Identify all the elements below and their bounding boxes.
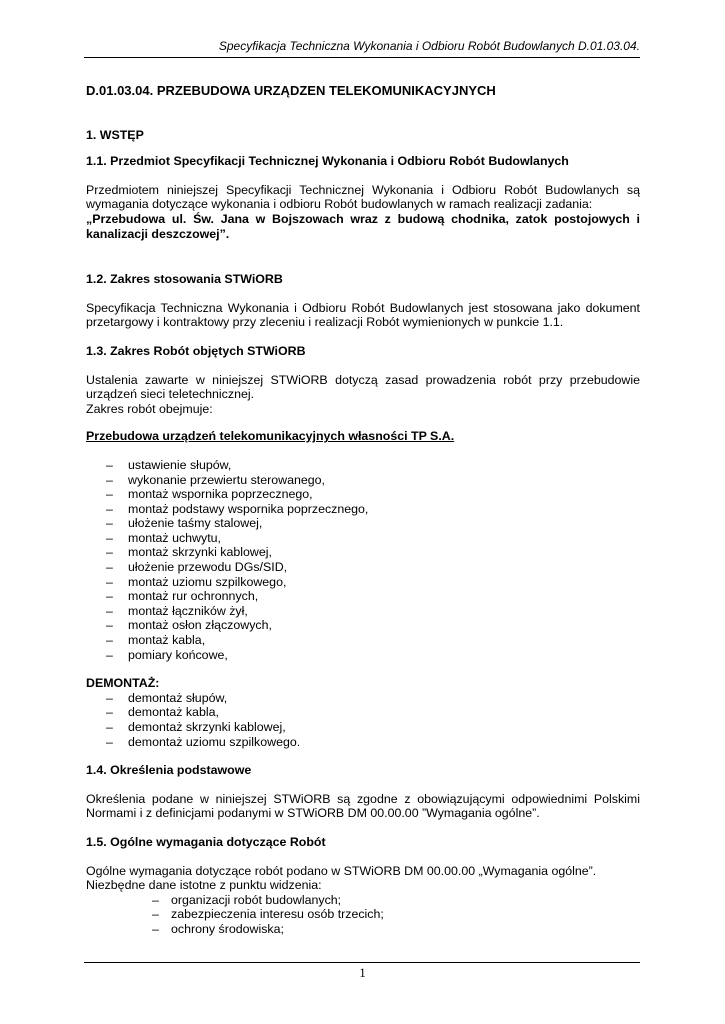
section-1-1-task-name: „Przebudowa ul. Św. Jana w Bojszowach wraz z budową chodnika, zatok postojowych i kanalizacji deszczowej”. — [86, 211, 640, 241]
list-item: – montaż uchwytu, — [86, 531, 640, 546]
demontaz-list — [86, 691, 640, 749]
list-item: – montaż podstawy wspornika poprzecznego, — [86, 502, 640, 517]
requirements-list — [86, 893, 640, 937]
list-item: – montaż wspornika poprzecznego, — [86, 487, 640, 502]
list-item: – montaż łączników żył, — [86, 604, 640, 619]
list-item: – demontaż uziomu szpilkowego. — [86, 735, 640, 750]
page-header: Specyfikacja Techniczna Wykonania i Odbioru Robót Budowlanych D.01.03.04. — [218, 39, 640, 53]
section-1-4-paragraph: Określenia podane w niniejszej STWiORB są zgodne z obowiązującymi odpowiednimi Polskimi Normami i z definicjami podanymi w STWiORB DM 00.00.00 ”Wymagania ogólne”. — [86, 791, 640, 821]
list-item: – ułożenie przewodu DGs/SID, — [86, 560, 640, 575]
section-1-3-heading: 1.3. Zakres Robót objętych STWiORB — [86, 343, 306, 358]
section-1-3-paragraph: Ustalenia zawarte w niniejszej STWiORB dotyczą zasad prowadzenia robót przy przebudowie urządzeń sieci teletechnicznej. — [86, 372, 640, 402]
list-item: – demontaż słupów, — [86, 691, 640, 706]
header-rule — [84, 57, 640, 58]
list-item: – ułożenie taśmy stalowej, — [86, 516, 640, 531]
list-item: – montaż kabla, — [86, 633, 640, 648]
section-1-1-paragraph: Przedmiotem niniejszej Specyfikacji Technicznej Wykonania i Odbioru Robót Budowlanych są wymagania dotyczące wykonania i odbioru Robót budowlanych w ramach realizacji zadania: — [86, 182, 640, 212]
section-1-2-paragraph: Specyfikacja Techniczna Wykonania i Odbioru Robót Budowlanych jest stosowana jako dokument przetargowy i kontraktowy przy zleceniu i realizacji Robót wymienionych w punkcie 1.1. — [86, 300, 640, 330]
list-item: – montaż uziomu szpilkowego, — [86, 575, 640, 590]
section-1-4-heading: 1.4. Określenia podstawowe — [86, 763, 252, 778]
list-item: – montaż rur ochronnych, — [86, 589, 640, 604]
section-1-5-paragraph: Ogólne wymagania dotyczące robót podano w STWiORB DM 00.00.00 „Wymagania ogólne”. — [86, 863, 597, 878]
section-1-heading: 1. WSTĘP — [86, 127, 144, 142]
footer-rule — [84, 962, 640, 963]
section-1-1-heading: 1.1. Przedmiot Specyfikacji Technicznej Wykonania i Odbioru Robót Budowlanych — [86, 154, 569, 169]
section-1-3-subheading: Przebudowa urządzeń telekomunikacyjnych własności TP S.A. — [86, 429, 455, 444]
list-item: – demontaż skrzynki kablowej, — [86, 720, 640, 735]
list-item: – organizacji robót budowlanych; — [86, 893, 640, 908]
list-item: – wykonanie przewiertu sterowanego, — [86, 473, 640, 488]
document-body — [86, 84, 640, 937]
section-1-5-heading: 1.5. Ogólne wymagania dotyczące Robót — [86, 834, 326, 849]
list-item: – montaż osłon złączowych, — [86, 618, 640, 633]
demontaz-heading: DEMONTAŻ: — [86, 676, 160, 691]
page-number: 1 — [359, 965, 366, 980]
scope-list — [86, 458, 640, 662]
list-item: – montaż skrzynki kablowej, — [86, 545, 640, 560]
list-item: – demontaż kabla, — [86, 705, 640, 720]
list-item: – ochrony środowiska; — [86, 922, 640, 937]
section-1-5-paragraph-2: Niezbędne dane istotne z punktu widzenia: — [86, 878, 322, 893]
list-item: – pomiary końcowe, — [86, 648, 640, 663]
list-item: – ustawienie słupów, — [86, 458, 640, 473]
section-1-3-scope-intro: Zakres robót obejmuje: — [86, 401, 213, 416]
document-title: D.01.03.04. PRZEBUDOWA URZĄDZEN TELEKOMUNIKACYJNYCH — [86, 83, 496, 98]
list-item: – zabezpieczenia interesu osób trzecich; — [86, 907, 640, 922]
section-1-2-heading: 1.2. Zakres stosowania STWiORB — [86, 272, 283, 287]
